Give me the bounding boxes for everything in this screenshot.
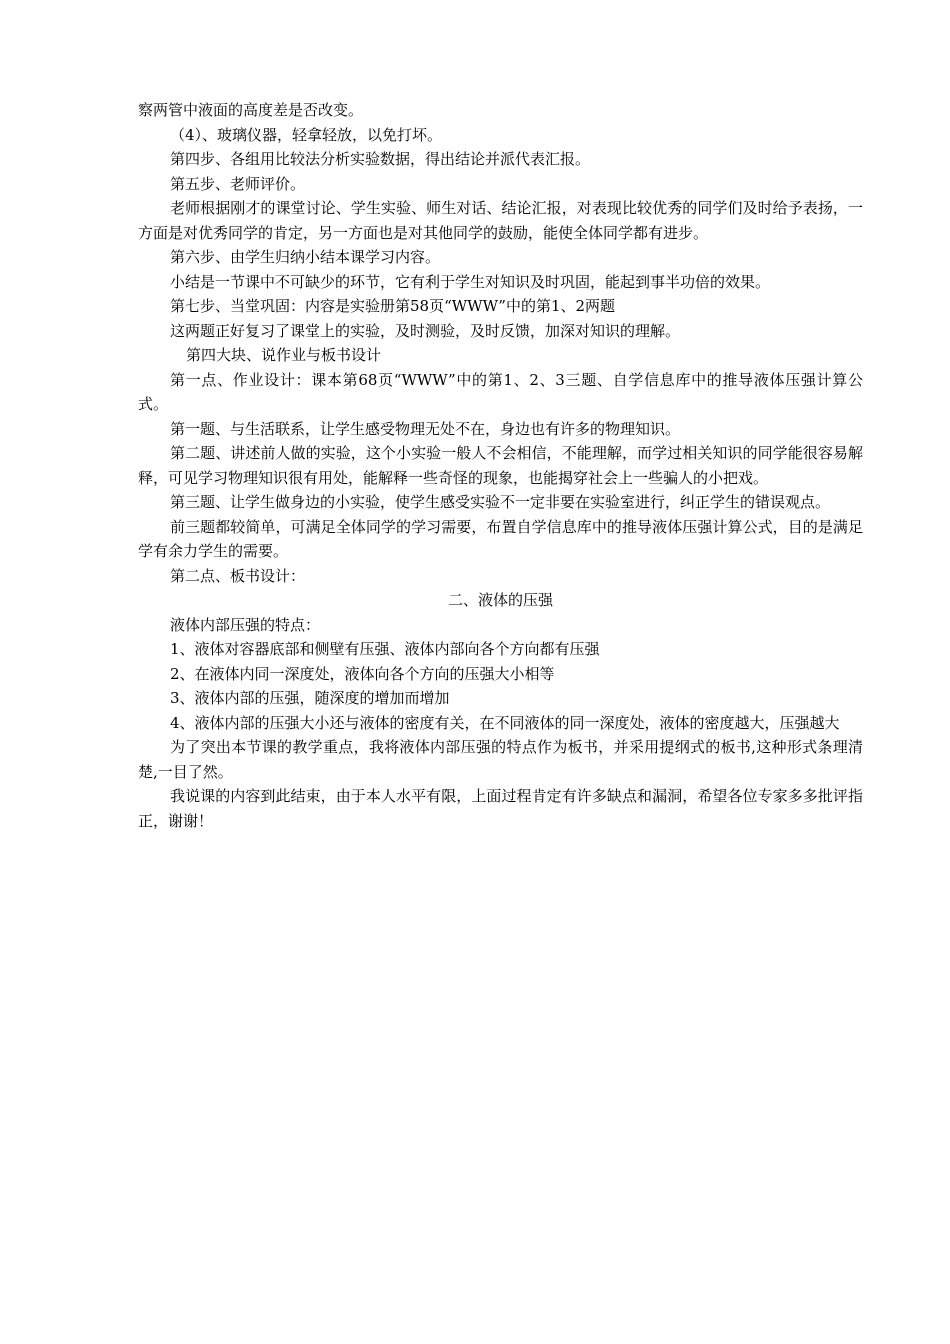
board-feature-4: 4、液体内部的压强大小还与液体的密度有关，在不同液体的同一深度处，液体的密度越大，压强越大 [170, 713, 840, 732]
board-feature-2: 2、在液体内同一深度处，液体向各个方向的压强大小相等 [170, 664, 555, 683]
paragraph-homework-design: 第一点、作业设计：课本第68页“WWW”中的第1、2、3三题、自学信息库中的推导液体压强计算公式。 [138, 370, 863, 413]
paragraph-question-3: 第三题、让学生做身边的小实验，使学生感受实验不一定非要在实验室进行，纠正学生的错误观点。 [170, 493, 831, 511]
paragraph-continuation: 察两管中液面的高度差是否改变。 [138, 101, 364, 119]
board-feature-1: 1、液体对容器底部和侧壁有压强、液体内部向各个方向都有压强 [170, 640, 600, 658]
paragraph-question-2: 第二题、讲述前人做的实验，这个小实验一般人不会相信，不能理解，而学过相关知识的同学能很容易解释，可见学习物理知识很有用处，能解释一些奇怪的现象，也能揭穿社会上一些骗人的小把戏。 [138, 444, 863, 487]
paragraph-closing: 我说课的内容到此结束，由于本人水平有限，上面过程肯定有许多缺点和漏洞，希望各位专家多多批评指正，谢谢！ [138, 787, 863, 830]
board-features-heading: 液体内部压强的特点： [170, 615, 321, 634]
paragraph-step-7: 第七步、当堂巩固：内容是实验册第58页“WWW”中的第1、2两题 [170, 297, 616, 315]
paragraph-board-design: 第二点、板书设计： [170, 566, 306, 585]
paragraph-first-three: 前三题都较简单，可满足全体同学的学习需要，布置自学信息库中的推导液体压强计算公式，目的是满足学有余力学生的需要。 [138, 517, 863, 560]
paragraph-note-4: （4）、玻璃仪器，轻拿轻放，以免打坏。 [170, 125, 443, 144]
board-title: 二、液体的压强 [447, 591, 553, 609]
paragraph-question-1: 第一题、与生活联系，让学生感受物理无处不在，身边也有许多的物理知识。 [170, 419, 681, 438]
document-page [138, 98, 863, 833]
paragraph-step-5: 第五步、老师评价。 [170, 174, 306, 193]
board-feature-3: 3、液体内部的压强，随深度的增加而增加 [170, 689, 450, 707]
paragraph-review: 这两题正好复习了课堂上的实验，及时测验，及时反馈，加深对知识的理解。 [170, 321, 681, 340]
paragraph-board-reason: 为了突出本节课的教学重点，我将液体内部压强的特点作为板书，并采用提纲式的板书,这种形式条理清楚,一目了然。 [138, 738, 863, 781]
paragraph-teacher-evaluation: 老师根据刚才的课堂讨论、学生实验、师生对话、结论汇报，对表现比较优秀的同学们及时给予表扬，一方面是对优秀同学的肯定，另一方面也是对其他同学的鼓励，能使全体同学都有进步。 [138, 199, 863, 242]
paragraph-step-6: 第六步、由学生归纳小结本课学习内容。 [170, 248, 441, 266]
paragraph-step-4: 第四步、各组用比较法分析实验数据，得出结论并派代表汇报。 [170, 150, 591, 168]
section-heading-homework: 第四大块、说作业与板书设计 [186, 346, 382, 364]
paragraph-summary: 小结是一节课中不可缺少的环节，它有利于学生对知识及时巩固，能起到事半功倍的效果。 [170, 272, 771, 291]
